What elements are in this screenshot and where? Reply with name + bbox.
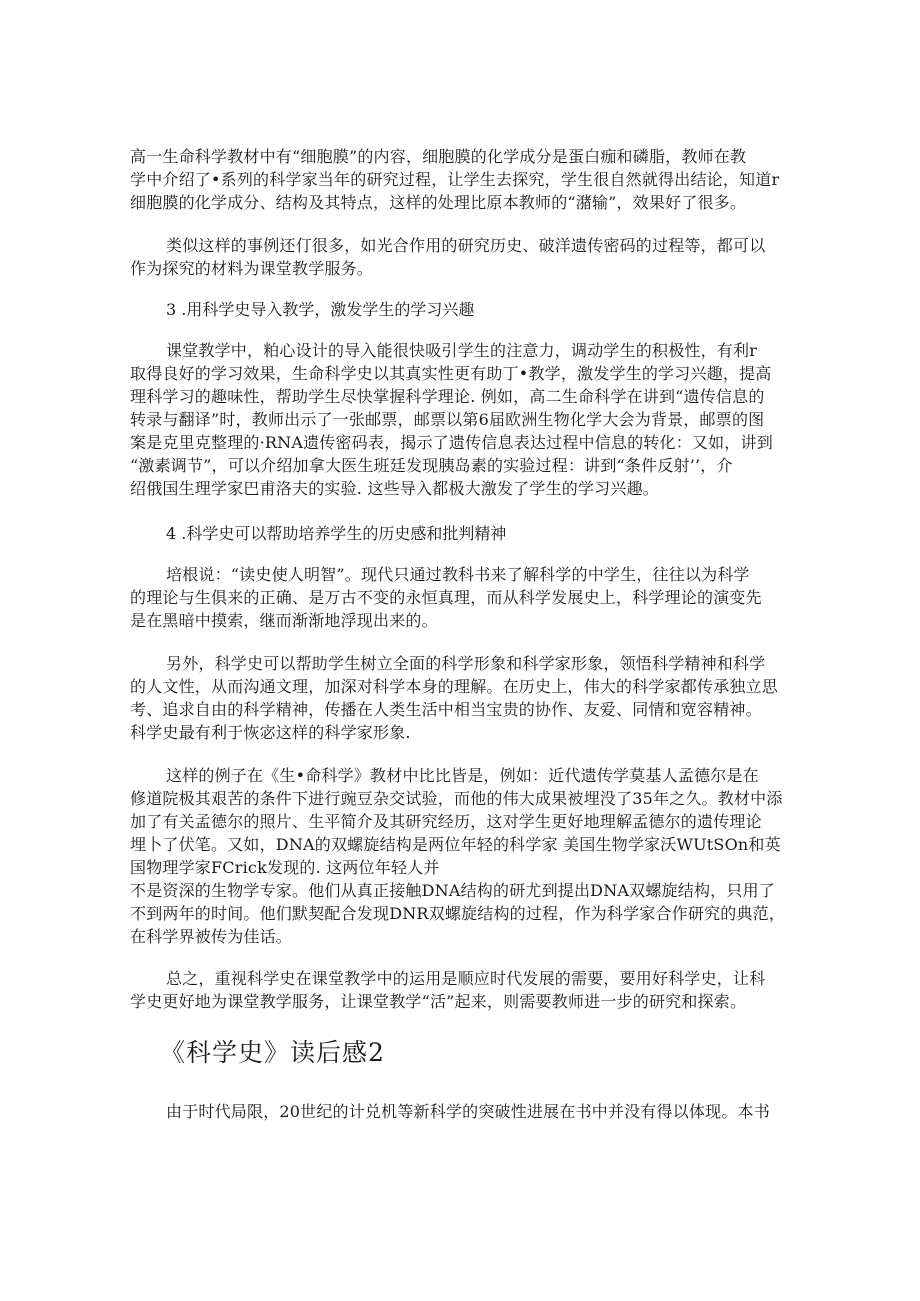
text-line: 修道院极其艰苦的条件下进行豌豆杂交试验，而他的伟大成果被埋没了35年之久。教材中添	[130, 789, 783, 808]
text-line: 案是克里克整理的·RNA遗传密码表，揭示了遗传信息表达过程中信息的转化：又如，讲到	[130, 433, 773, 452]
text-line: 埋卜了伏笔。又如，DNA的双螺旋结构是两位年轻的科学家 美国生物学家沃WUtSOn和英	[130, 835, 781, 854]
text-line: 不到两年的时间。他们默契配合发现DNR双螺旋结构的过程，作为科学家合作研究的典范，	[130, 904, 786, 923]
text-line: 学史更好地为课堂教学服务，让课堂教学“活”起来，则需要教师进一步的研究和探索。	[130, 992, 747, 1011]
text-line: 类似这样的事例还仃很多，如光合作用的研究历史、破洋遗传密码的过程等，都可以	[166, 236, 766, 255]
article-title: 《科学史》读后感2	[160, 1038, 385, 1067]
text-line: 这样的例子在《生•命科学》教材中比比皆是，例如：近代遗传学莫基人孟德尔是在	[166, 766, 759, 785]
text-line: 总之，重视科学史在课堂教学中的运用是顺应时代发展的需要，要用好科学史，让科	[166, 969, 766, 988]
text-line: “激素调节”，可以介绍加拿大医生班廷发现胰岛素的实验过程：讲到“条件反射’’，介	[130, 456, 733, 475]
paragraph-5	[130, 652, 800, 744]
text-line: 培根说：“读史使人明智”。现代只通过教科书来了解科学的中学生，往往以为科学	[166, 565, 750, 584]
text-line: 在科学界被传为佳话。	[130, 927, 293, 946]
text-line: 的人文性，从而沟通文理，加深对科学本身的理解。在历史上，伟大的科学家都传承独立思	[130, 677, 779, 696]
paragraph-6	[130, 764, 800, 948]
paragraph-2	[130, 234, 800, 280]
paragraph-7	[130, 967, 800, 1013]
text-line: 理科学习的趣味性，帮助学生尽快掌握科学理论. 例如，高二生命科学在讲到“遗传信息的	[130, 387, 765, 406]
text-line: 科学史最有利于恢宓这样的科学家形象.	[130, 723, 411, 742]
text-line: 转录与翻译”时，教师出示了一张邮票，邮票以第6届欧洲生物化学大会为背景，邮票的图	[130, 410, 765, 429]
text-line: 考、追求自由的科学精神，传播在人类生活中相当宝贵的协作、友爱、同情和宽容精神。	[130, 700, 762, 719]
text-line: 是在黑暗中摸索，继而渐渐地浮现出来的。	[130, 611, 438, 630]
text-line: 另外，科学史可以帮助学生树立全面的科学形象和科学家形象，领悟科学精神和科学	[166, 654, 766, 673]
paragraph-1	[130, 145, 800, 214]
text-line: 作为探究的材料为课堂教学服务。	[130, 259, 374, 278]
text-line: 由于时代局限，20世纪的计兑机等新科学的突破性进展在书中并没有得以体现。本书	[166, 1102, 770, 1121]
text-line: 国物理学家FCrick发现的. 这两位年轻人并	[130, 858, 440, 877]
text-line: 加了有关孟德尔的照片、生平简介及其研究经历，这对学生更好地理解孟德尔的遗传理论	[130, 812, 762, 831]
section-heading-4: 4 .科学史可以帮助培养学生的历史感和批判精神	[166, 524, 507, 543]
text-line: 不是资深的生物学专家。他们从真正接触DNA结构的研尤到提出DNA双螺旋结构，只用了	[130, 881, 775, 900]
section-heading-3: 3 .用科学史导入教学，激发学生的学习兴趣	[166, 300, 475, 319]
paragraph-3	[130, 339, 800, 500]
text-line: 细胞膜的化学成分、结构及其特点，这样的处理比原本教师的“潴输”，效果好了很多。	[130, 193, 747, 212]
text-line: 取得良好的学习效果，生命科学史以其真实性更有助丁•教学，激发学生的学习兴趣，提高	[130, 364, 772, 383]
text-line: 绍俄国生理学家巴甫洛夫的实验. 这些导入都极大激发了学生的学习兴趣。	[130, 479, 659, 498]
paragraph-8	[130, 1100, 800, 1123]
paragraph-4	[130, 563, 800, 632]
text-line: 的理论与生俱来的正确、是万古不变的永恒真理，而从科学发展史上，科学理论的演变先	[130, 588, 762, 607]
text-line: 学中介绍了•系列的科学家当年的研究过程，让学生去探究，学生很自然就得出结论，知道r	[130, 170, 780, 189]
text-line: 高一生命科学教材中有“细胞膜”的内容，细胞膜的化学成分是蛋白痂和磷脂，教师在教	[130, 147, 747, 166]
text-line: 课堂教学中，粕心设计的导入能很快吸引学生的注意力，调动学生的积极性，有利r	[166, 341, 758, 360]
